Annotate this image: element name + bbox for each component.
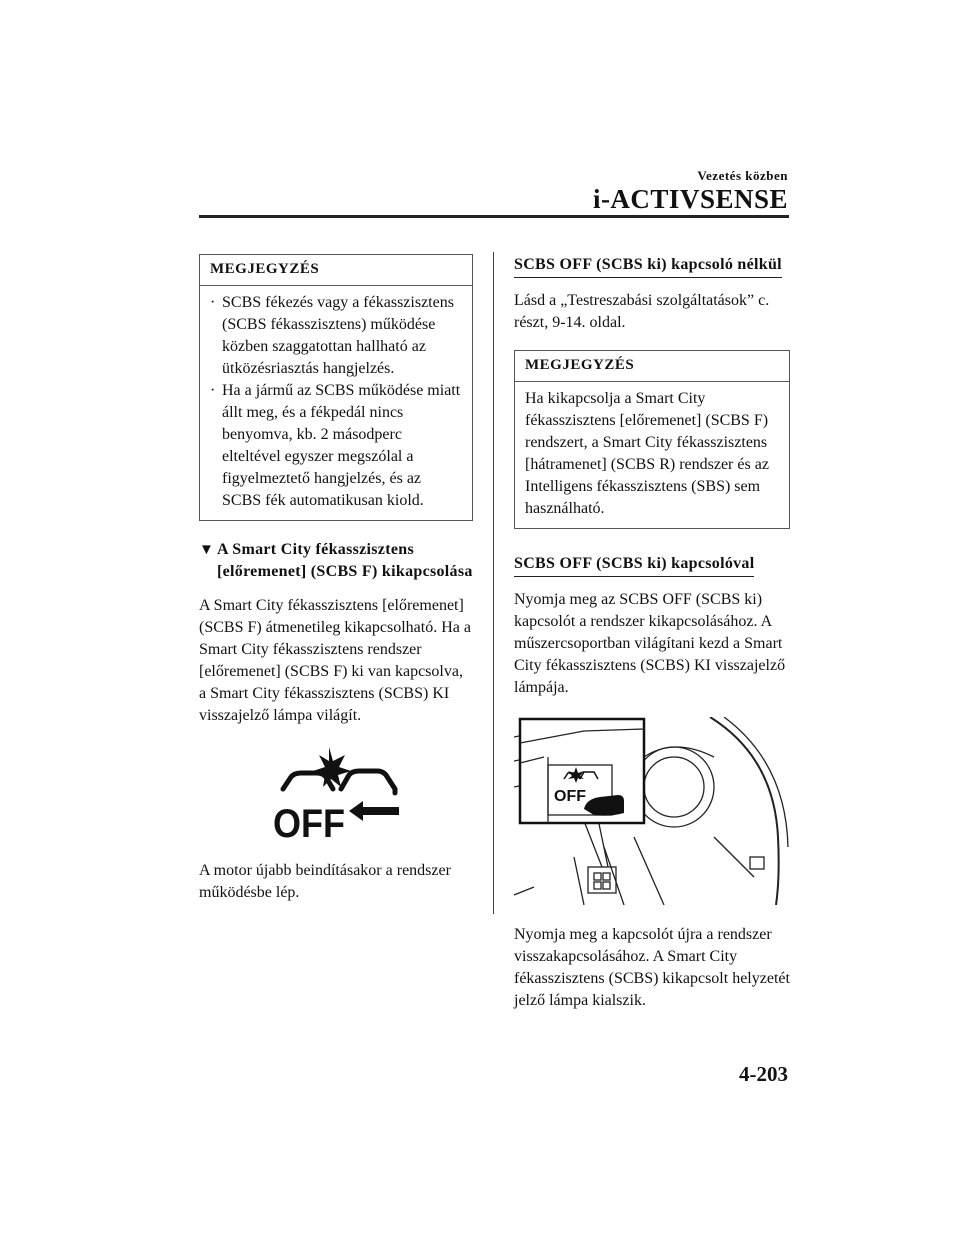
header-section-label: Vezetés közben: [697, 168, 788, 183]
triangle-marker-icon: ▼: [199, 542, 215, 558]
paragraph: Nyomja meg az SCBS OFF (SCBS ki) kapcsolót a rendszer kikapcsolásához. A műszercsoportban világítani kezd a Smart City fékasszisztens (SCBS) KI visszajelző lámpája.: [514, 591, 786, 696]
section-heading: SCBS OFF (SCBS ki) kapcsolóval: [514, 553, 754, 577]
note-title: MEGJEGYZÉS: [515, 351, 789, 382]
bullet-dot-icon: ·: [210, 294, 216, 311]
column-divider: [493, 252, 494, 914]
header-title: i-ACTIVSENSE: [592, 184, 788, 214]
off-label: OFF: [273, 802, 345, 841]
note-bullet-text: Ha a jármű az SCBS működése miatt állt meg, és a fékpedál nincs benyomva, kb. 2 másodperc elteltével egyszer megszólal a figyelmeztető hangjelzés, és az SCBS fék automatikusan kiold.: [222, 382, 461, 509]
section-heading: SCBS OFF (SCBS ki) kapcsoló nélkül: [514, 254, 782, 278]
note-box-right: [514, 350, 790, 529]
subheading: [199, 539, 473, 583]
note-title: MEGJEGYZÉS: [200, 255, 472, 286]
note-body: [200, 286, 472, 520]
header-rule: [199, 215, 789, 218]
note-bullet-text: SCBS fékezés vagy a fékasszisztens (SCBS fékasszisztens) működése közben szaggatottan hallható az ütközésriasztás hangjelzés.: [222, 294, 454, 377]
switch-off-label: OFF: [554, 788, 586, 805]
bullet-dot-icon: ·: [210, 382, 216, 399]
note-bullet: [210, 292, 462, 380]
right-column: [514, 254, 790, 1012]
paragraph: A Smart City fékasszisztens [előremenet] (SCBS F) átmenetileg kikapcsolható. Ha a Smart City fékasszisztens rendszer [előremenet] (SCBS F) ki van kapcsolva, a Smart City fékasszisztens (SCBS) KI visszajelző lámpa világít.: [199, 597, 471, 724]
left-column: [199, 254, 473, 904]
note-bullet: [210, 380, 462, 512]
paragraph: Lásd a „Testreszabási szolgáltatások” c. részt, 9-14. oldal.: [514, 292, 770, 331]
page-number: 4-203: [739, 1062, 788, 1086]
note-box-left: [199, 254, 473, 521]
paragraph: A motor újabb beindításakor a rendszer működésbe lép.: [199, 862, 451, 901]
dashboard-switch-illustration: [514, 717, 790, 905]
paragraph: Nyomja meg a kapcsolót újra a rendszer visszakapcsolásához. A Smart City fékasszisztens (SCBS) kikapcsolt helyzetét jelző lámpa kialszik.: [514, 926, 790, 1009]
subheading-text: A Smart City fékasszisztens [előremenet] (SCBS F) kikapcsolása: [217, 541, 473, 580]
note-body: Ha kikapcsolja a Smart City fékasszisztens [előremenet] (SCBS F) rendszert, a Smart City fékasszisztens [hátramenet] (SCBS R) rendszer és az Intelligens fékasszisztens (SBS) sem használható.: [525, 390, 769, 517]
scbs-off-indicator-icon: [271, 745, 401, 841]
